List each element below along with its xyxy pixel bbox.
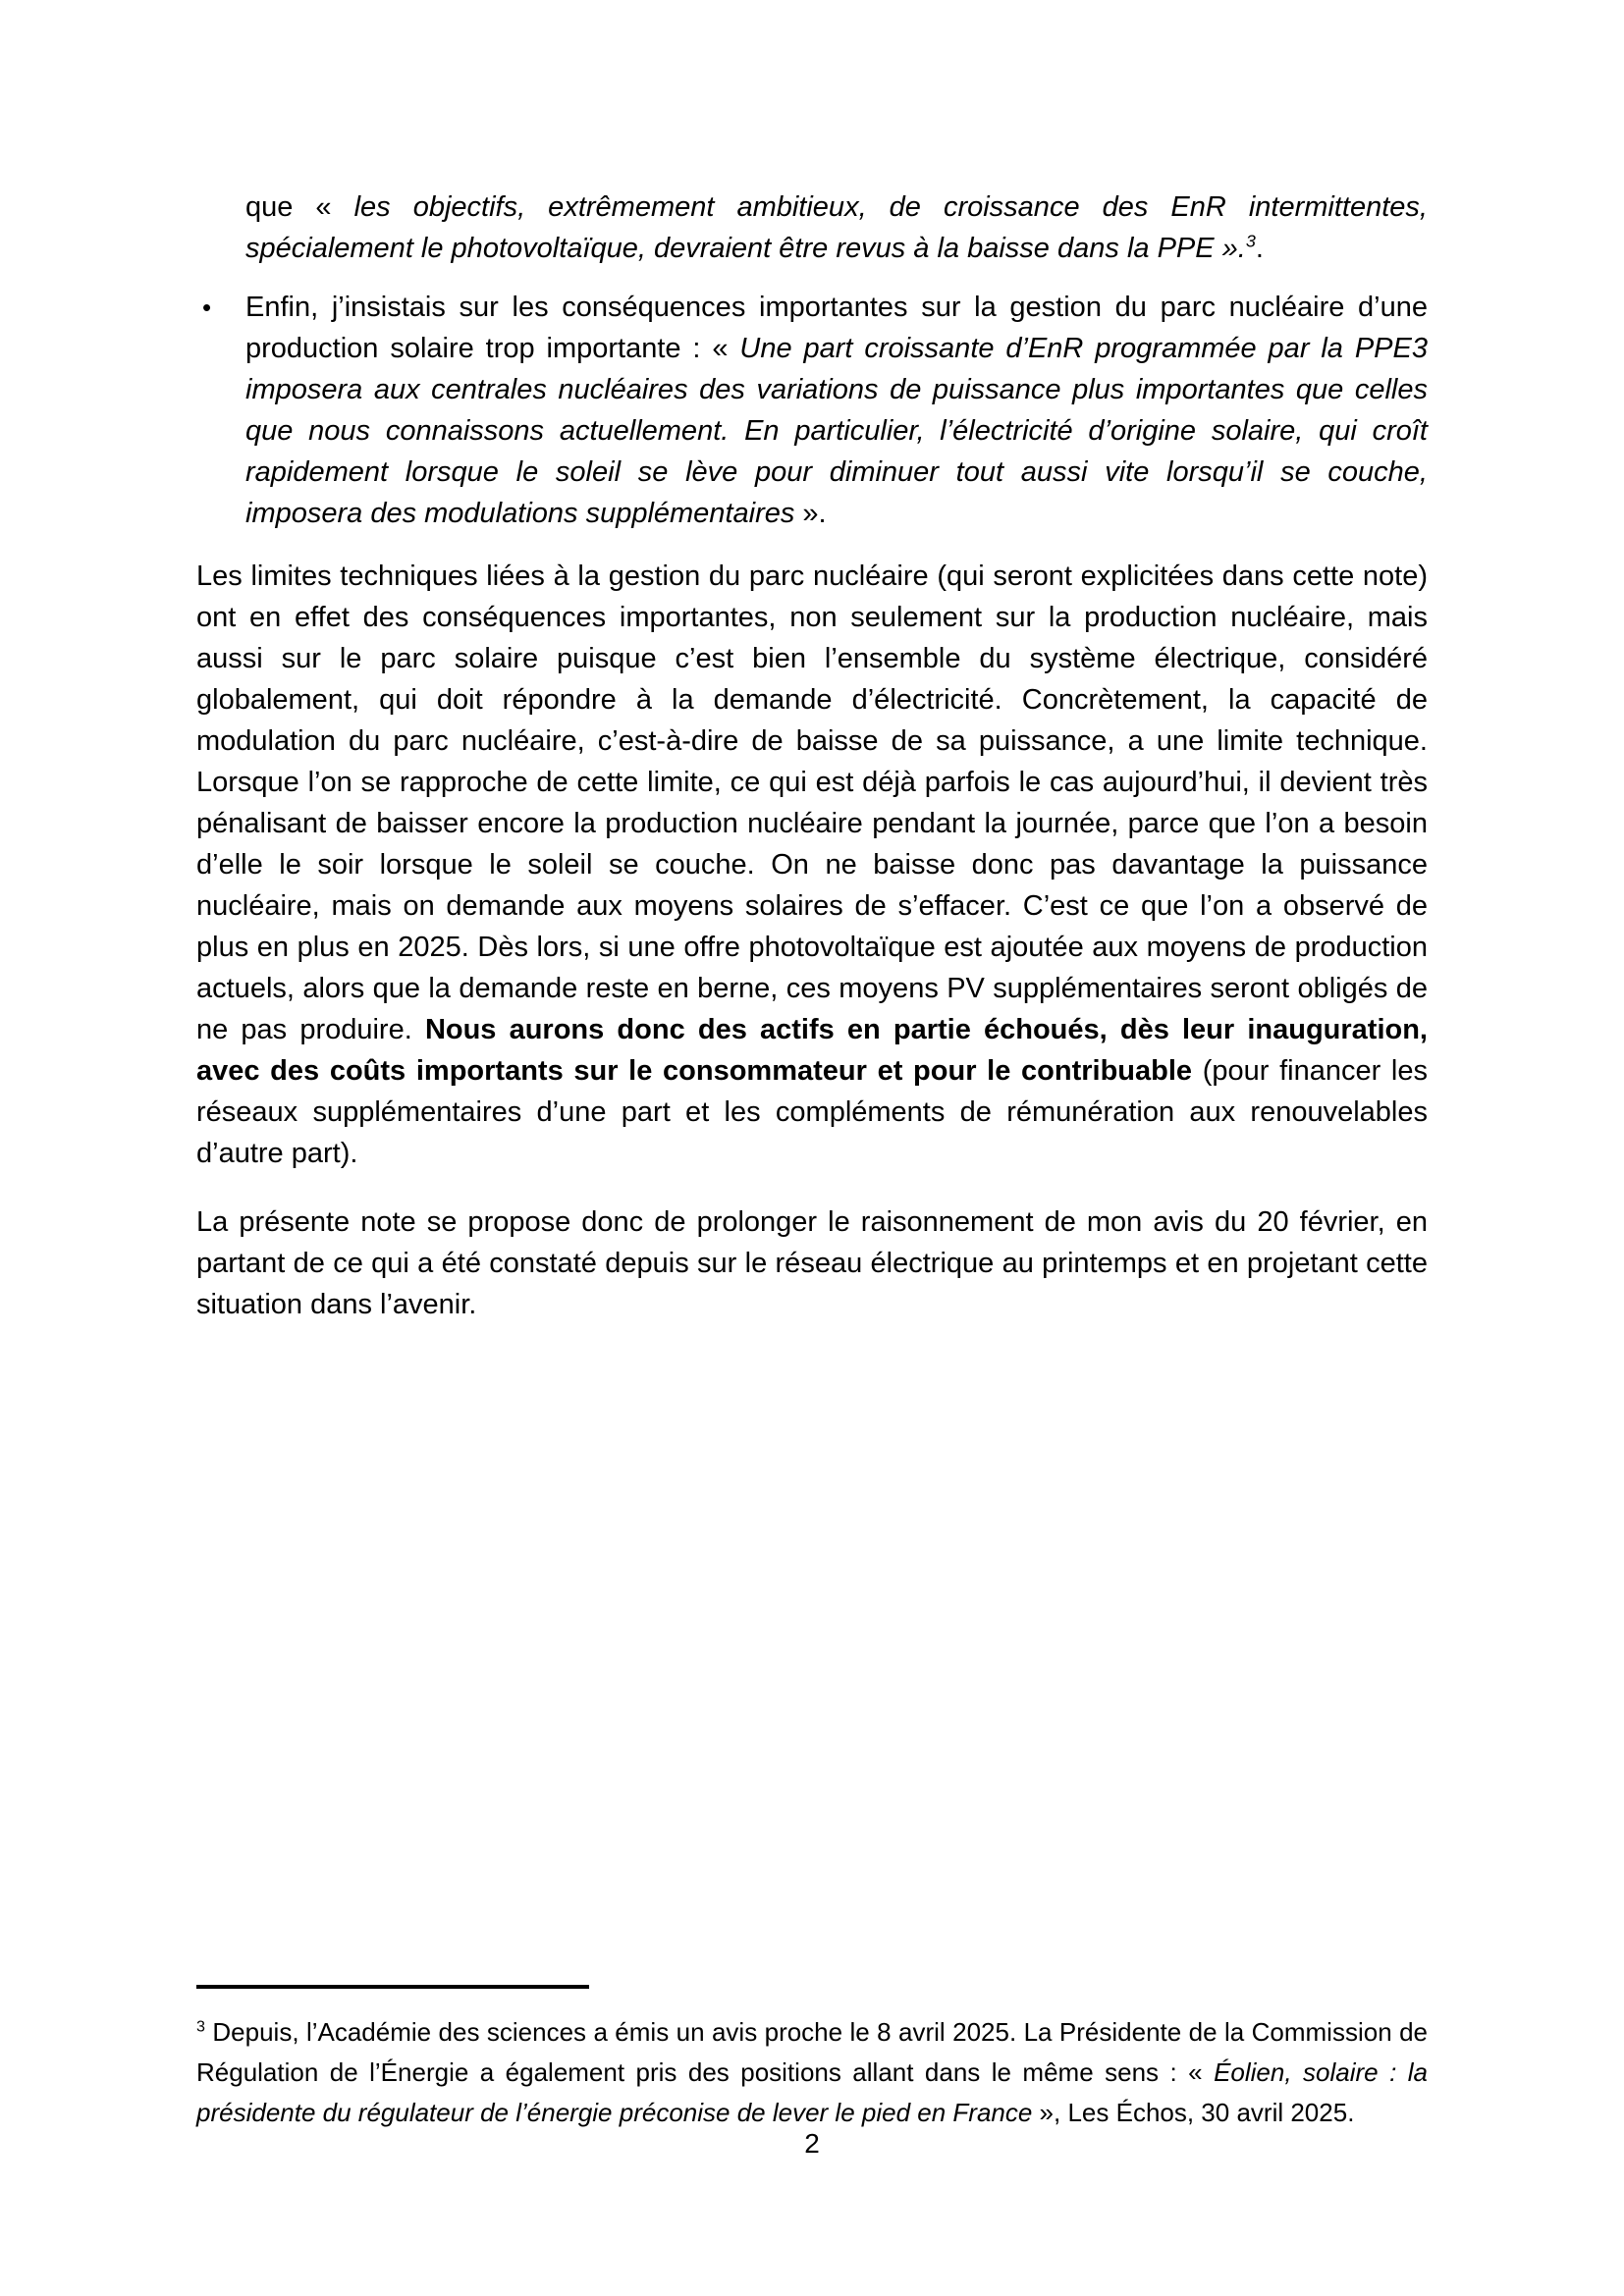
quote-continuation-paragraph: que « les objectifs, extrêmement ambitieux, de croissance des EnR intermittentes, spécialement le photovoltaïque, devraient être revus à la baisse dans la PPE ».$^3$.	[245, 191, 1428, 264]
body-paragraph-2: La présente note se propose donc de prolonger le raisonnement de mon avis du 20 février, en partant de ce qui a été constaté depuis sur le réseau électrique au printemps et en projetant cette situation dans l’avenir.	[196, 1206, 1428, 1320]
bullet-marker-icon: •	[202, 293, 212, 322]
page-number: 2	[804, 2128, 820, 2159]
footnote-text: $^3$ Depuis, l’Académie des sciences a émis un avis proche le 8 avril 2025. La Présidente de la Commission de Régulation de l’Énergie a également pris des positions allant dans le même sens : « Éolien, solaire : la présidente du régulateur de l’énergie préconise de lever le pied en France », Les Échos, 30 avril 2025.	[196, 2017, 1428, 2127]
page-body	[196, 187, 1428, 1325]
body-paragraph-1: Les limites techniques liées à la gestion du parc nucléaire (qui seront explicitées dans cette note) ont en effet des conséquences importantes, non seulement sur la production nucléaire, mais aussi sur le parc solaire puisque c’est bien l’ensemble du système électrique, considéré globalement, qui doit répondre à la demande d’électricité. Concrètement, la capacité de modulation du parc nucléaire, c’est-à-dire de baisse de sa puissance, a une limite technique. Lorsque l’on se rapproche de cette limite, ce qui est déjà parfois le cas aujourd’hui, il devient très pénalisant de baisser encore la production nucléaire pendant la journée, parce que l’on a besoin d’elle le soir lorsque le soleil se couche. On ne baisse donc pas davantage la puissance nucléaire, mais on demande aux moyens solaires de s’effacer. C’est ce que l’on a observé de plus en plus en 2025. Dès lors, si une offre photovoltaïque est ajoutée aux moyens de production actuels, alors que la demande reste en berne, ces moyens PV supplémentaires seront obligés de ne pas produire. Nous aurons donc des actifs en partie échoués, dès leur inauguration, avec des coûts importants sur le consommateur et pour le contribuable (pour financer les réseaux supplémentaires d’une part et les compléments de rémunération aux renouvelables d’autre part).	[196, 561, 1428, 1169]
footnote-section	[196, 1985, 1428, 2133]
bullet-list-item	[196, 287, 1428, 534]
bullet-item-text: Enfin, j’insistais sur les conséquences importantes sur la gestion du parc nucléaire d’une production solaire trop importante : « Une part croissante d’EnR programmée par la PPE3 imposera aux centrales nucléaires des variations de puissance plus importantes que celles que nous connaissons actuellement. En particulier, l’électricité d’origine solaire, qui croît rapidement lorsque le soleil se lève pour diminuer tout aussi vite lorsqu’il se couche, imposera des modulations supplémentaires ».	[245, 292, 1428, 529]
footnote-separator-rule	[196, 1985, 589, 1989]
